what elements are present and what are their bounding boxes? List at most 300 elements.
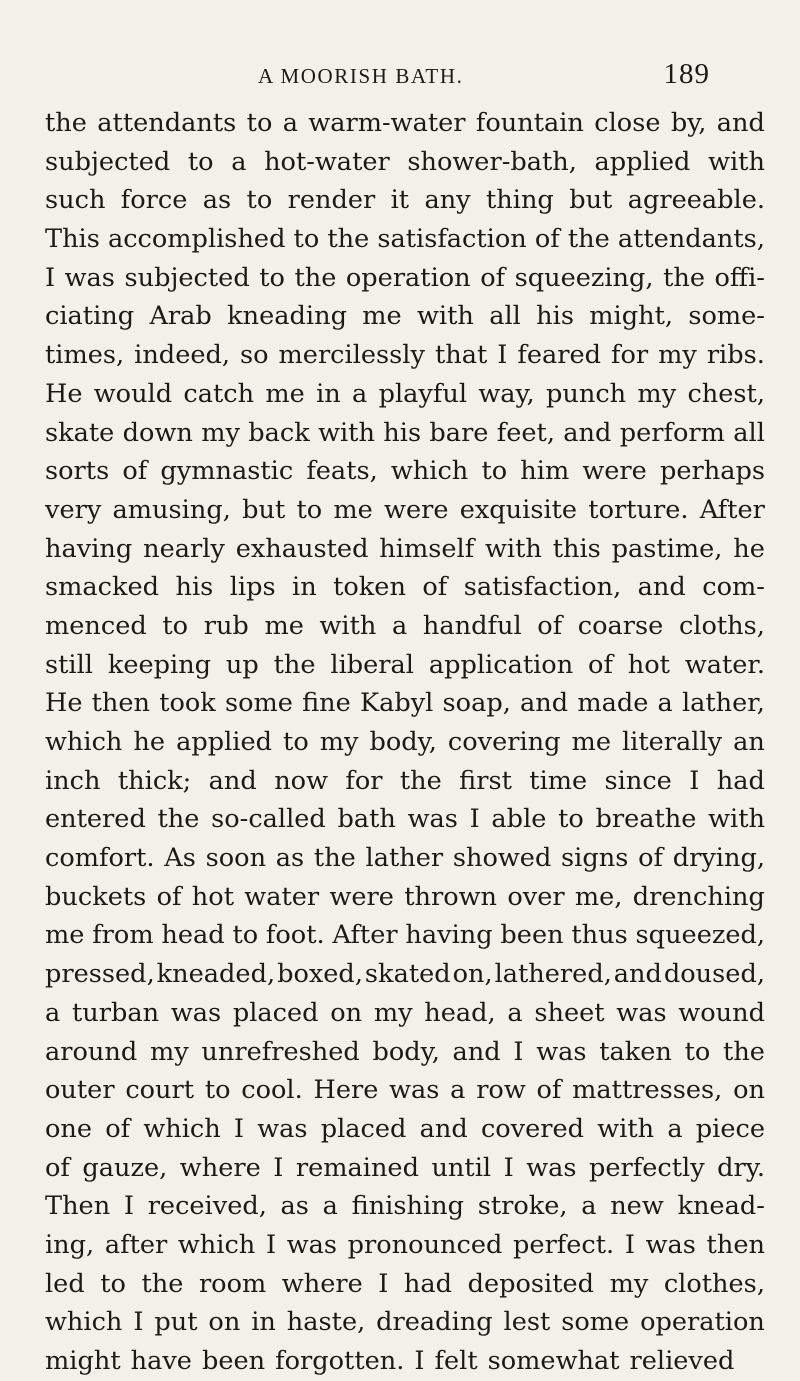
word: satisfaction: [377, 224, 527, 255]
word: com-: [702, 572, 765, 603]
word: I: [133, 1307, 144, 1338]
text-line: [45, 297, 765, 336]
word: boxed,: [277, 959, 363, 990]
word: first: [459, 765, 512, 796]
word: cloths,: [678, 610, 765, 641]
word: token: [333, 572, 406, 603]
word: my: [658, 340, 697, 371]
word: sheet: [534, 997, 605, 1028]
word: on: [330, 997, 363, 1028]
text-line: [45, 1071, 765, 1110]
word: on,: [452, 959, 493, 990]
word: outer: [45, 1075, 115, 1106]
word: a: [657, 688, 673, 719]
word: one: [45, 1113, 93, 1144]
text-line: [45, 1187, 765, 1226]
word: lips: [229, 572, 276, 603]
word: his: [383, 417, 422, 448]
word: feared: [517, 340, 601, 371]
word: skated: [364, 959, 451, 990]
word: by,: [670, 108, 707, 138]
word: been: [500, 920, 564, 951]
word: literally: [621, 727, 723, 757]
word: he: [733, 533, 765, 564]
word: catch: [183, 378, 255, 409]
word: row: [476, 1075, 526, 1106]
word: to: [232, 920, 259, 951]
word: with: [318, 417, 375, 448]
word: as: [280, 1191, 309, 1222]
word: then: [91, 688, 151, 719]
word: since: [604, 765, 672, 796]
word: gauze,: [82, 1152, 168, 1183]
word: head,: [424, 997, 496, 1028]
word: dry.: [717, 1152, 765, 1183]
word: bath: [337, 804, 396, 835]
text-line: [45, 104, 765, 143]
word: a: [450, 1075, 466, 1106]
word: and: [613, 959, 662, 990]
word: my: [319, 727, 359, 757]
word: I: [689, 765, 700, 796]
word: some-: [688, 301, 765, 332]
word: where: [281, 1268, 363, 1299]
word: bare: [429, 417, 489, 448]
word: the: [157, 804, 200, 835]
word: close: [594, 108, 661, 138]
word: coarse: [577, 610, 664, 641]
word: to: [293, 224, 320, 255]
word: covered: [480, 1113, 585, 1144]
word: mercilessly: [278, 340, 425, 371]
word: back: [248, 417, 310, 448]
word: some: [224, 688, 293, 719]
word: me: [265, 378, 305, 409]
word: fountain: [475, 108, 584, 138]
word: was: [64, 262, 115, 293]
word: I: [513, 1036, 524, 1067]
word: room: [198, 1268, 267, 1299]
word: were: [582, 456, 647, 487]
word: me: [571, 727, 611, 757]
word: applied: [176, 727, 273, 757]
word: He: [45, 378, 83, 409]
word: a: [45, 997, 61, 1028]
word: head: [161, 920, 225, 951]
word: times,: [45, 340, 125, 371]
text-line: [45, 259, 765, 298]
word: the: [313, 843, 356, 874]
word: stroke,: [477, 1191, 568, 1222]
word: ribs.: [706, 340, 765, 371]
word: received,: [147, 1191, 267, 1222]
word: subjected: [45, 146, 171, 177]
word: I: [503, 1152, 514, 1183]
word: breathe: [595, 804, 697, 835]
word: subjected: [124, 262, 250, 293]
word: my: [373, 997, 413, 1028]
word: for: [345, 765, 383, 796]
word: up: [225, 649, 259, 680]
word: Here: [313, 1075, 379, 1106]
word: in: [251, 1307, 276, 1338]
word: warm-water: [308, 108, 466, 138]
word: him: [520, 456, 570, 487]
word: to: [558, 804, 584, 835]
word: to: [204, 1075, 231, 1106]
word: able: [491, 804, 547, 835]
word: signs: [561, 843, 629, 874]
word: rub: [203, 610, 249, 641]
page-number: 189: [663, 58, 710, 90]
text-line: [45, 414, 765, 453]
word: exquisite: [459, 494, 578, 525]
text-line: [45, 375, 765, 414]
word: dreading: [376, 1307, 493, 1338]
word: the: [273, 649, 316, 680]
word: hot: [627, 649, 670, 680]
word: to: [684, 1036, 711, 1067]
text-line: [45, 1342, 765, 1381]
word: lather,: [681, 688, 765, 719]
word: me: [362, 301, 402, 332]
word: wound: [678, 997, 765, 1028]
word: After: [332, 920, 398, 951]
word: of: [122, 456, 148, 487]
word: for: [610, 340, 649, 371]
word: offi-: [714, 262, 765, 293]
word: with: [597, 1113, 655, 1144]
word: deposited: [467, 1268, 595, 1299]
word: to: [187, 146, 214, 177]
word: thus: [571, 920, 628, 951]
word: and: [452, 1036, 501, 1067]
text-line: [45, 530, 765, 569]
word: my: [201, 417, 240, 448]
word: a: [392, 610, 408, 641]
word: was: [645, 1229, 696, 1260]
word: over: [507, 881, 565, 912]
text-line: [45, 1033, 765, 1072]
word: put: [154, 1307, 198, 1338]
word: liberal: [330, 649, 414, 680]
word: forgotten.: [275, 1346, 405, 1376]
word: entered: [45, 804, 146, 835]
word: which: [143, 1113, 221, 1144]
word: a: [352, 378, 368, 409]
word: I: [497, 340, 508, 371]
word: This: [45, 224, 100, 255]
word: the: [294, 262, 337, 293]
word: of: [480, 262, 506, 293]
word: with: [708, 804, 765, 835]
word: squeezed,: [635, 920, 765, 951]
text-line: [45, 800, 765, 839]
word: taken: [599, 1036, 672, 1067]
word: a: [581, 1191, 597, 1222]
word: very: [45, 494, 102, 525]
word: and: [520, 688, 569, 719]
word: but: [569, 185, 613, 216]
word: my: [609, 1268, 649, 1299]
word: as: [275, 843, 305, 874]
word: with: [417, 301, 474, 332]
word: which: [177, 1229, 256, 1260]
text-line: [45, 607, 765, 646]
word: made: [577, 688, 649, 719]
word: it: [390, 185, 410, 216]
word: me: [333, 494, 373, 525]
word: Arab: [149, 301, 212, 332]
text-line: [45, 1303, 765, 1342]
word: body,: [369, 727, 437, 757]
word: hot-water: [264, 146, 390, 177]
word: kneading: [227, 301, 347, 332]
word: a: [231, 146, 247, 177]
text-line: [45, 452, 765, 491]
word: turban: [71, 997, 160, 1028]
text-line: [45, 916, 765, 955]
word: a: [507, 997, 523, 1028]
word: satisfaction,: [463, 572, 622, 603]
word: and: [208, 765, 257, 796]
word: attendants,: [617, 224, 765, 255]
word: having: [405, 920, 493, 951]
word: perfectly: [589, 1152, 705, 1183]
word: of: [156, 881, 182, 912]
word: I: [624, 1229, 635, 1260]
word: time: [529, 765, 588, 796]
word: to: [296, 494, 323, 525]
word: somewhat: [487, 1346, 620, 1376]
word: thick;: [117, 765, 192, 796]
word: now: [274, 765, 328, 796]
word: accomplished: [107, 224, 286, 255]
word: comfort.: [45, 843, 155, 874]
word: any: [424, 185, 471, 216]
word: with: [319, 610, 377, 641]
word: amusing,: [112, 494, 231, 525]
word: new: [610, 1191, 664, 1222]
word: I: [469, 804, 480, 835]
word: to: [283, 727, 309, 757]
word: his: [175, 572, 214, 603]
word: to: [259, 262, 285, 293]
word: of: [638, 843, 663, 874]
word: of: [422, 572, 448, 603]
word: clothes,: [663, 1268, 765, 1299]
word: mattresses,: [572, 1075, 723, 1106]
word: on: [208, 1307, 241, 1338]
word: me: [264, 610, 304, 641]
word: from: [92, 920, 154, 951]
word: thing: [486, 185, 554, 216]
text-line: [45, 1265, 765, 1304]
word: render: [287, 185, 376, 216]
word: as: [202, 185, 232, 216]
word: drenching: [632, 881, 765, 912]
word: was: [536, 1036, 587, 1067]
text-line: [45, 839, 765, 878]
word: hot: [191, 881, 234, 912]
word: placed: [320, 1113, 407, 1144]
word: around: [45, 1036, 138, 1067]
running-head: A MOORISH BATH.: [258, 64, 464, 88]
word: playful: [378, 378, 468, 409]
word: gymnastic: [160, 456, 294, 487]
word: and: [716, 108, 765, 138]
word: keeping: [107, 649, 212, 680]
word: after: [104, 1229, 168, 1260]
word: and: [563, 417, 612, 448]
text-line: [45, 646, 765, 685]
word: I: [414, 1346, 425, 1376]
word: fine: [302, 688, 351, 719]
text-line: [45, 955, 765, 994]
word: all: [733, 417, 765, 448]
body-text: [45, 104, 765, 1381]
word: soap,: [442, 688, 511, 719]
word: he: [133, 727, 166, 757]
word: cool.: [241, 1075, 303, 1106]
word: to: [246, 185, 273, 216]
word: of: [588, 649, 613, 680]
word: drying,: [672, 843, 765, 874]
text-line: [45, 143, 765, 182]
word: to: [246, 108, 273, 138]
text-line: [45, 762, 765, 801]
text-line: [45, 1226, 765, 1265]
word: were: [329, 881, 394, 912]
word: punch: [545, 378, 627, 409]
word: still: [45, 649, 93, 680]
word: the: [399, 765, 442, 796]
word: some: [561, 1307, 630, 1338]
word: of: [537, 610, 563, 641]
text-line: [45, 220, 765, 259]
word: showed: [452, 843, 552, 874]
word: so-called: [211, 804, 326, 835]
word: feats,: [306, 456, 378, 487]
word: body,: [372, 1036, 440, 1067]
word: remained: [295, 1152, 419, 1183]
word: of: [534, 224, 560, 255]
word: I: [273, 1152, 284, 1183]
word: unrefreshed: [201, 1036, 360, 1067]
word: agreeable.: [627, 185, 765, 216]
word: Kabyl: [359, 688, 434, 719]
word: such: [45, 185, 106, 216]
word: application: [428, 649, 574, 680]
word: my: [637, 378, 677, 409]
word: which: [45, 727, 123, 757]
word: would: [93, 378, 173, 409]
word: squeezing,: [514, 262, 654, 293]
word: was: [389, 1075, 440, 1106]
word: a: [667, 1113, 683, 1144]
word: this: [552, 533, 601, 564]
word: in: [292, 572, 317, 603]
word: and: [419, 1113, 468, 1144]
word: of: [536, 1075, 562, 1106]
word: to: [100, 1268, 126, 1299]
word: himself: [379, 533, 475, 564]
text-line: [45, 568, 765, 607]
word: was: [257, 1113, 308, 1144]
word: the: [141, 1268, 184, 1299]
word: which: [390, 456, 469, 487]
word: water: [244, 881, 320, 912]
text-line: [45, 994, 765, 1033]
text-line: [45, 1149, 765, 1188]
word: haste,: [286, 1307, 366, 1338]
word: I: [378, 1268, 389, 1299]
word: pronounced: [347, 1229, 503, 1260]
word: I: [123, 1191, 134, 1222]
word: placed: [232, 997, 319, 1028]
word: shower-bath,: [407, 146, 577, 177]
word: was: [526, 1152, 577, 1183]
word: skate: [45, 417, 115, 448]
word: the: [45, 108, 87, 138]
word: He: [45, 688, 83, 719]
word: perform: [619, 417, 725, 448]
text-line: [45, 684, 765, 723]
word: was: [170, 997, 222, 1028]
word: perhaps: [659, 456, 765, 487]
text-line: [45, 181, 765, 220]
text-line: [45, 491, 765, 530]
word: my: [149, 1036, 189, 1067]
word: exhausted: [235, 533, 369, 564]
word: me,: [574, 881, 623, 912]
word: have: [130, 1346, 192, 1376]
word: were: [384, 494, 449, 525]
word: which: [45, 1307, 123, 1338]
word: After: [699, 494, 765, 525]
word: then: [706, 1229, 765, 1260]
word: I: [233, 1113, 245, 1144]
word: a: [282, 108, 298, 138]
word: felt: [434, 1346, 478, 1376]
word: torture.: [588, 494, 689, 525]
word: foot.: [265, 920, 325, 951]
text-line: [45, 336, 765, 375]
word: applied: [594, 146, 691, 177]
word: As: [164, 843, 196, 874]
word: feet,: [496, 417, 555, 448]
word: where: [179, 1152, 261, 1183]
text-line: [45, 723, 765, 762]
word: and: [637, 572, 686, 603]
word: pastime,: [611, 533, 723, 564]
word: covering: [447, 727, 561, 757]
word: down: [122, 417, 193, 448]
word: operation: [345, 262, 471, 293]
word: of: [105, 1113, 131, 1144]
word: having: [45, 533, 133, 564]
word: indeed,: [134, 340, 231, 371]
word: thrown: [404, 881, 498, 912]
text-line: [45, 1110, 765, 1149]
word: attendants: [97, 108, 237, 138]
word: finishing: [351, 1191, 465, 1222]
word: with: [708, 146, 765, 177]
word: in: [316, 378, 341, 409]
word: operation: [640, 1307, 765, 1338]
word: that: [434, 340, 488, 371]
word: perfect.: [513, 1229, 615, 1260]
